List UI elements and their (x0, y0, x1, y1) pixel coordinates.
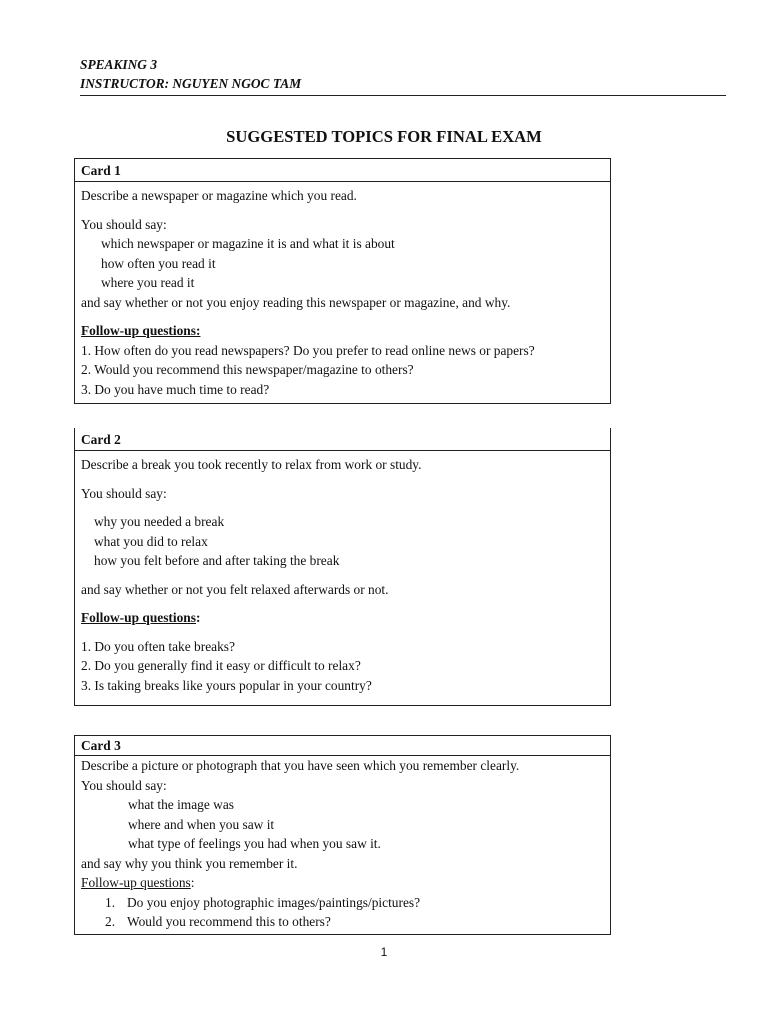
instructor-name: INSTRUCTOR: NGUYEN NGOC TAM (80, 76, 302, 91)
followup-question: 2. Do you generally find it easy or difficult to relax? (81, 658, 361, 673)
followup-label: Follow-up questions (81, 875, 191, 890)
card-3 (74, 735, 611, 935)
card-point: what the image was (128, 797, 234, 812)
card-point: what type of feelings you had when you saw it. (128, 836, 381, 851)
card-label: Card 3 (75, 736, 610, 756)
card-closing: and say why you think you remember it. (81, 855, 298, 871)
card-label: Card 1 (75, 159, 610, 182)
card-point: where you read it (101, 275, 195, 290)
card-point: which newspaper or magazine it is and what it is about (101, 236, 395, 251)
followup-question: 1. Do you enjoy photographic images/paintings/pictures? (105, 894, 421, 910)
card-point: how often you read it (101, 255, 216, 271)
header-divider (80, 95, 726, 96)
card-prompt: Describe a break you took recently to relax from work or study. (81, 457, 422, 472)
followup-question: 2. Would you recommend this newspaper/magazine to others? (81, 362, 414, 377)
followup-question: 1. How often do you read newspapers? Do you prefer to read online news or papers? (81, 342, 535, 358)
card-prompt: Describe a newspaper or magazine which you read. (81, 188, 357, 203)
followup-label: Follow-up questions (81, 610, 196, 625)
page-title: SUGGESTED TOPICS FOR FINAL EXAM (226, 127, 542, 146)
followup-label: Follow-up questions: (81, 323, 201, 338)
card-prompt: Describe a picture or photograph that you have seen which you remember clearly. (81, 758, 520, 773)
card-closing: and say whether or not you felt relaxed afterwards or not. (81, 581, 389, 597)
followup-question: 3. Is taking breaks like yours popular in your country? (81, 677, 372, 693)
followup-heading: Follow-up questions: (81, 610, 201, 625)
followup-question: 1. Do you often take breaks? (81, 638, 235, 654)
followup-heading: Follow-up questions: (81, 875, 195, 890)
card-2 (74, 428, 611, 706)
document-header (80, 55, 301, 93)
card-1 (74, 158, 611, 404)
card-label: Card 2 (75, 428, 610, 451)
should-say-label: You should say: (81, 777, 167, 793)
followup-question: 3. Do you have much time to read? (81, 381, 270, 397)
card-closing: and say whether or not you enjoy reading this newspaper or magazine, and why. (81, 294, 511, 310)
card-point: how you felt before and after taking the break (94, 553, 340, 568)
card-point: why you needed a break (94, 514, 225, 529)
card-point: where and when you saw it (128, 816, 275, 832)
followup-question: 2. Would you recommend this to others? (105, 914, 331, 929)
should-say-label: You should say: (81, 485, 167, 501)
course-name: SPEAKING 3 (80, 57, 158, 72)
should-say-label: You should say: (81, 216, 167, 232)
card-point: what you did to relax (94, 533, 208, 549)
page-number: 1 (380, 945, 388, 959)
